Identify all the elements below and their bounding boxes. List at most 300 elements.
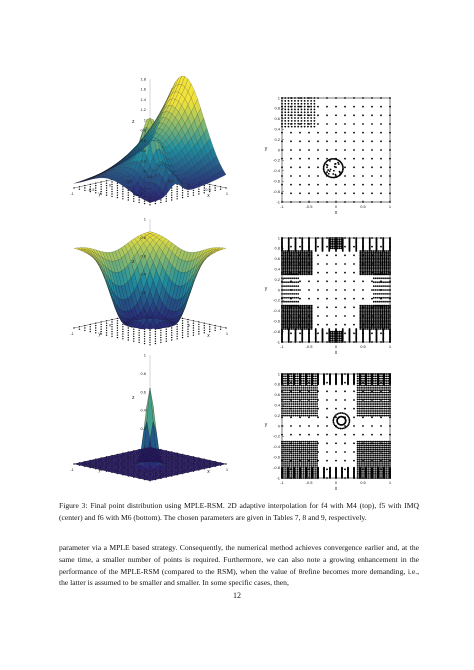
- scatter-point: [299, 201, 301, 203]
- scatter-point: [344, 158, 346, 160]
- y-tick-label: -1: [276, 339, 280, 345]
- scatter-point: [285, 305, 287, 307]
- scatter-point: [288, 120, 290, 122]
- floor-point: [138, 330, 139, 331]
- scatter-point: [291, 297, 293, 299]
- scatter-point: [288, 103, 290, 105]
- floor-point: [182, 195, 183, 196]
- floor-point: [111, 321, 112, 322]
- scatter-point: [344, 237, 346, 239]
- scatter-point: [375, 297, 377, 299]
- floor-point: [117, 195, 118, 196]
- scatter-point: [335, 158, 337, 160]
- scatter-point: [361, 305, 363, 307]
- floor-point: [117, 318, 118, 319]
- scatter-point: [339, 334, 341, 336]
- floor-point: [111, 181, 112, 182]
- floor-point: [171, 199, 172, 200]
- scatter-point: [290, 250, 292, 252]
- scatter-point: [344, 332, 346, 334]
- scatter-point: [335, 280, 337, 282]
- scatter-point: [380, 149, 382, 151]
- z-tick-label: 1: [143, 216, 146, 222]
- floor-point: [166, 331, 167, 332]
- scatter-point: [387, 250, 389, 252]
- scatter-point: [288, 237, 290, 239]
- scatter-point: [385, 293, 387, 295]
- scatter-point: [371, 332, 373, 334]
- scatter-point: [344, 280, 346, 282]
- scatter-point: [326, 201, 328, 203]
- scatter-point: [389, 297, 391, 299]
- scatter-point: [371, 158, 373, 160]
- scatter-point: [314, 123, 316, 125]
- scatter-point: [284, 114, 286, 116]
- scatter-point: [294, 120, 296, 122]
- scatter-point: [281, 277, 283, 279]
- scatter-point: [291, 109, 293, 111]
- scatter-point: [290, 341, 292, 343]
- scatter-point: [285, 277, 287, 279]
- scatter-point: [297, 100, 299, 102]
- scatter-point: [284, 97, 286, 99]
- scatter-point: [363, 250, 365, 252]
- scatter-point: [289, 277, 291, 279]
- floor-point: [144, 203, 145, 204]
- floor-point: [138, 342, 139, 343]
- floor-point: [171, 332, 172, 333]
- scatter-point: [307, 97, 309, 99]
- scatter-point: [288, 123, 290, 125]
- floor-point: [111, 326, 112, 327]
- scatter-point: [374, 250, 376, 252]
- floor-point: [176, 324, 177, 325]
- x-axis-label: x: [207, 192, 210, 199]
- scatter-point: [383, 277, 385, 279]
- scatter-point: [387, 301, 389, 303]
- scatter-point: [310, 109, 312, 111]
- scatter-point: [284, 123, 286, 125]
- scatter-point: [283, 293, 285, 295]
- scatter-point: [317, 149, 319, 151]
- scatter-point: [384, 305, 386, 307]
- scatter-point: [380, 158, 382, 160]
- y-tick-label: 1: [146, 314, 150, 320]
- scatter-point: [362, 158, 364, 160]
- scatter-point: [308, 237, 310, 239]
- scatter-point: [359, 250, 361, 252]
- scatter-point: [288, 109, 290, 111]
- scatter-point: [287, 281, 289, 283]
- scatter-point: [333, 241, 335, 243]
- floor-point: [144, 336, 145, 337]
- scatter-point: [333, 246, 335, 248]
- scatter-point: [362, 192, 364, 194]
- scatter-point: [315, 328, 317, 330]
- scatter-point: [375, 289, 377, 291]
- floor-point: [187, 331, 188, 332]
- scatter-point: [297, 106, 299, 108]
- scatter-point: [337, 338, 339, 340]
- floor-point: [111, 336, 112, 337]
- scatter-point: [299, 132, 301, 134]
- scatter-point: [349, 237, 351, 239]
- scatter-point: [297, 97, 299, 99]
- scatter-point: [326, 280, 328, 282]
- floor-point: [122, 193, 123, 194]
- scatter-point: [377, 293, 379, 295]
- y-tick-label: 1: [146, 174, 150, 180]
- scatter-point: [342, 328, 344, 330]
- scatter-point: [327, 164, 329, 166]
- floor-point: [204, 323, 205, 324]
- floor-point: [214, 187, 215, 188]
- scatter-point: [296, 250, 298, 252]
- scatter-point: [304, 100, 306, 102]
- floor-point: [149, 337, 150, 338]
- scatter-point: [333, 338, 335, 340]
- scatter-point: [326, 315, 328, 317]
- scatter-point: [326, 263, 328, 265]
- scatter-point: [339, 341, 341, 343]
- scatter-point: [326, 184, 328, 186]
- scatter-point: [284, 100, 286, 102]
- scatter-point: [362, 184, 364, 186]
- scatter-point: [330, 244, 332, 246]
- floor-point: [144, 331, 145, 332]
- scatter-point: [295, 289, 297, 291]
- floor-point: [73, 327, 74, 328]
- scatter-point: [301, 97, 303, 99]
- scatter-point: [307, 106, 309, 108]
- scatter-point: [307, 114, 309, 116]
- scatter-point: [294, 250, 296, 252]
- x-tick-label: -0.5: [166, 178, 174, 184]
- scatter-point: [387, 289, 389, 291]
- scatter-point: [294, 97, 296, 99]
- floor-point: [198, 329, 199, 330]
- floor-point: [84, 327, 85, 328]
- scatter-point: [353, 263, 355, 265]
- scatter-point: [293, 293, 295, 295]
- scatter-point: [309, 305, 311, 307]
- scatter-point: [281, 237, 283, 239]
- y-axis-label: y: [264, 286, 268, 292]
- scatter-point: [297, 285, 299, 287]
- scatter-point: [310, 117, 312, 119]
- floor-point: [171, 339, 172, 340]
- scatter-point: [304, 126, 306, 128]
- scatter-point: [289, 305, 291, 307]
- scatter-point: [332, 244, 334, 246]
- floor-point: [117, 187, 118, 188]
- scatter-point: [290, 149, 292, 151]
- floor-point: [176, 336, 177, 337]
- scatter-point: [281, 289, 283, 291]
- scatter-point: [290, 132, 292, 134]
- scatter-point: [380, 140, 382, 142]
- floor-point: [128, 199, 129, 200]
- scatter-point: [326, 149, 328, 151]
- scatter-point: [297, 293, 299, 295]
- scatter-point: [383, 281, 385, 283]
- floor-point: [193, 327, 194, 328]
- floor-point: [166, 201, 167, 202]
- floor-point: [128, 197, 129, 198]
- scatter-point: [297, 297, 299, 299]
- scatter-point: [303, 250, 305, 252]
- scatter-point: [373, 289, 375, 291]
- scatter-point: [353, 246, 355, 248]
- floor-point: [133, 201, 134, 202]
- z-tick-label: 0.6: [140, 137, 146, 143]
- floor-point: [149, 344, 150, 345]
- scatter-point: [372, 305, 374, 307]
- scatter-point: [326, 132, 328, 134]
- floor-point: [193, 325, 194, 326]
- scatter-point: [389, 149, 391, 151]
- scatter-point: [385, 277, 387, 279]
- floor-point: [144, 201, 145, 202]
- x-tick-label: -1: [149, 314, 153, 320]
- scatter-point: [332, 239, 334, 241]
- scatter-point: [335, 114, 337, 116]
- floor-point: [117, 327, 118, 328]
- floor-point: [149, 339, 150, 340]
- scatter-point: [291, 111, 293, 113]
- scatter-point: [379, 297, 381, 299]
- floor-point: [155, 203, 156, 204]
- scatter-point: [285, 285, 287, 287]
- scatter-point: [335, 123, 337, 125]
- scatter-point: [380, 114, 382, 116]
- floor-point: [111, 331, 112, 332]
- floor-point: [171, 197, 172, 198]
- scatter-point: [332, 334, 334, 336]
- scatter-point: [385, 297, 387, 299]
- scatter-point: [341, 237, 343, 239]
- scatter-point: [332, 339, 334, 341]
- scatter-point: [330, 246, 332, 248]
- floor-point: [198, 333, 199, 334]
- scatter-point: [281, 123, 283, 125]
- y-tick-label: -0.4: [273, 308, 280, 314]
- floor-point: [111, 324, 112, 325]
- scatter-point: [310, 120, 312, 122]
- scatter-point: [281, 114, 283, 116]
- scatter-point: [317, 192, 319, 194]
- scatter-point: [305, 305, 307, 307]
- floor-point: [122, 196, 123, 197]
- scatter-point: [333, 170, 335, 172]
- floor-point: [193, 195, 194, 196]
- scatter-point: [281, 140, 283, 142]
- floor-point: [84, 187, 85, 188]
- floor-point: [111, 186, 112, 187]
- scatter-point: [322, 237, 324, 239]
- scatter-point: [335, 338, 337, 340]
- scatter-point: [283, 305, 285, 307]
- scatter-point: [353, 298, 355, 300]
- scatter-point: [292, 305, 294, 307]
- scatter-point: [382, 305, 384, 307]
- floor-point: [90, 324, 91, 325]
- scatter-point: [373, 277, 375, 279]
- scatter-point: [335, 241, 337, 243]
- floor-point: [90, 331, 91, 332]
- scatter-point: [314, 111, 316, 113]
- floor-point: [193, 192, 194, 193]
- scatter-point: [334, 166, 336, 168]
- scatter-point: [293, 285, 295, 287]
- scatter-point: [377, 289, 379, 291]
- floor-point: [106, 190, 107, 191]
- floor-point: [182, 337, 183, 338]
- scatter-point: [317, 123, 319, 125]
- scatter-point: [375, 281, 377, 283]
- scatter-point: [335, 289, 337, 291]
- figure-f5-points: [258, 232, 398, 360]
- scatter-point: [332, 241, 334, 243]
- x-axis-label: x: [334, 350, 338, 356]
- floor-point: [204, 192, 205, 193]
- scatter-point: [317, 315, 319, 317]
- scatter-point: [344, 123, 346, 125]
- scatter-point: [333, 248, 335, 250]
- floor-point: [128, 327, 129, 328]
- scatter-point: [299, 298, 301, 300]
- scatter-point: [362, 123, 364, 125]
- floor-point: [160, 342, 161, 343]
- floor-point: [160, 335, 161, 336]
- z-axis-label: z: [132, 259, 135, 266]
- floor-point: [144, 341, 145, 342]
- scatter-point: [380, 201, 382, 203]
- floor-point: [176, 193, 177, 194]
- floor-point: [122, 186, 123, 187]
- scatter-point: [288, 114, 290, 116]
- y-tick-label: 0.8: [274, 245, 280, 251]
- floor-point: [117, 320, 118, 321]
- scatter-point: [362, 237, 364, 239]
- scatter-point: [337, 334, 339, 336]
- scatter-point: [344, 192, 346, 194]
- scatter-point: [330, 341, 332, 343]
- scatter-point: [314, 97, 316, 99]
- z-tick-label: 0.6: [140, 253, 146, 259]
- scatter-point: [353, 106, 355, 108]
- scatter-point: [385, 250, 387, 252]
- scatter-point: [326, 298, 328, 300]
- scatter-point: [335, 149, 337, 151]
- scatter-point: [353, 149, 355, 151]
- scatter-point: [339, 241, 341, 243]
- scatter-point: [335, 339, 337, 341]
- scatter-point: [389, 114, 391, 116]
- scatter-point: [305, 250, 307, 252]
- floor-point: [198, 326, 199, 327]
- floor-point: [214, 330, 215, 331]
- scatter-point: [281, 109, 283, 111]
- scatter-point: [378, 305, 380, 307]
- floor-point: [117, 197, 118, 198]
- scatter-point: [295, 293, 297, 295]
- scatter-point: [314, 126, 316, 128]
- floor-point: [100, 186, 101, 187]
- floor-point: [111, 319, 112, 320]
- scatter-point: [308, 149, 310, 151]
- scatter-point: [335, 341, 337, 343]
- floor-point: [171, 335, 172, 336]
- scatter-point: [288, 100, 290, 102]
- floor-point: [214, 190, 215, 191]
- scatter-point: [304, 120, 306, 122]
- scatter-point: [387, 285, 389, 287]
- scatter-point: [304, 97, 306, 99]
- scatter-point: [389, 184, 391, 186]
- scatter-point: [379, 289, 381, 291]
- scatter-point: [332, 336, 334, 338]
- scatter-point: [314, 103, 316, 105]
- scatter-point: [289, 293, 291, 295]
- scatter-point: [339, 246, 341, 248]
- scatter-point: [371, 166, 373, 168]
- scatter-point: [389, 166, 391, 168]
- scatter-point: [294, 117, 296, 119]
- scatter-point: [389, 201, 391, 203]
- scatter-point: [337, 237, 339, 239]
- scatter-point: [344, 263, 346, 265]
- scatter-point: [371, 184, 373, 186]
- floor-point: [111, 329, 112, 330]
- scatter-point: [365, 305, 367, 307]
- scatter-point: [330, 242, 332, 244]
- scatter-point: [353, 289, 355, 291]
- scatter-point: [380, 123, 382, 125]
- scatter-point: [293, 277, 295, 279]
- floor-point: [138, 337, 139, 338]
- floor-point: [111, 196, 112, 197]
- scatter-point: [362, 132, 364, 134]
- floor-point: [84, 190, 85, 191]
- scatter-point: [389, 285, 391, 287]
- scatter-point: [317, 184, 319, 186]
- scatter-point: [299, 280, 301, 282]
- y-axis-label: y: [98, 191, 101, 198]
- z-tick-label: 1.8: [140, 76, 146, 82]
- scatter-point: [333, 336, 335, 338]
- scatter-point: [335, 315, 337, 317]
- x-tick-label: 1: [388, 204, 392, 209]
- scatter-point: [371, 341, 373, 343]
- scatter-point: [380, 166, 382, 168]
- scatter-point: [362, 175, 364, 177]
- floor-point: [187, 193, 188, 194]
- scatter-point: [353, 123, 355, 125]
- scatter-point: [297, 301, 299, 303]
- scatter-point: [292, 250, 294, 252]
- floor-point: [176, 331, 177, 332]
- scatter-point: [377, 285, 379, 287]
- y-tick-label: -0.6: [273, 318, 280, 324]
- scatter-point: [294, 103, 296, 105]
- scatter-point: [314, 117, 316, 119]
- floor-point: [176, 189, 177, 190]
- scatter-point: [301, 126, 303, 128]
- scatter-point: [353, 175, 355, 177]
- x-axis-label: x: [207, 332, 210, 339]
- floor-point: [117, 335, 118, 336]
